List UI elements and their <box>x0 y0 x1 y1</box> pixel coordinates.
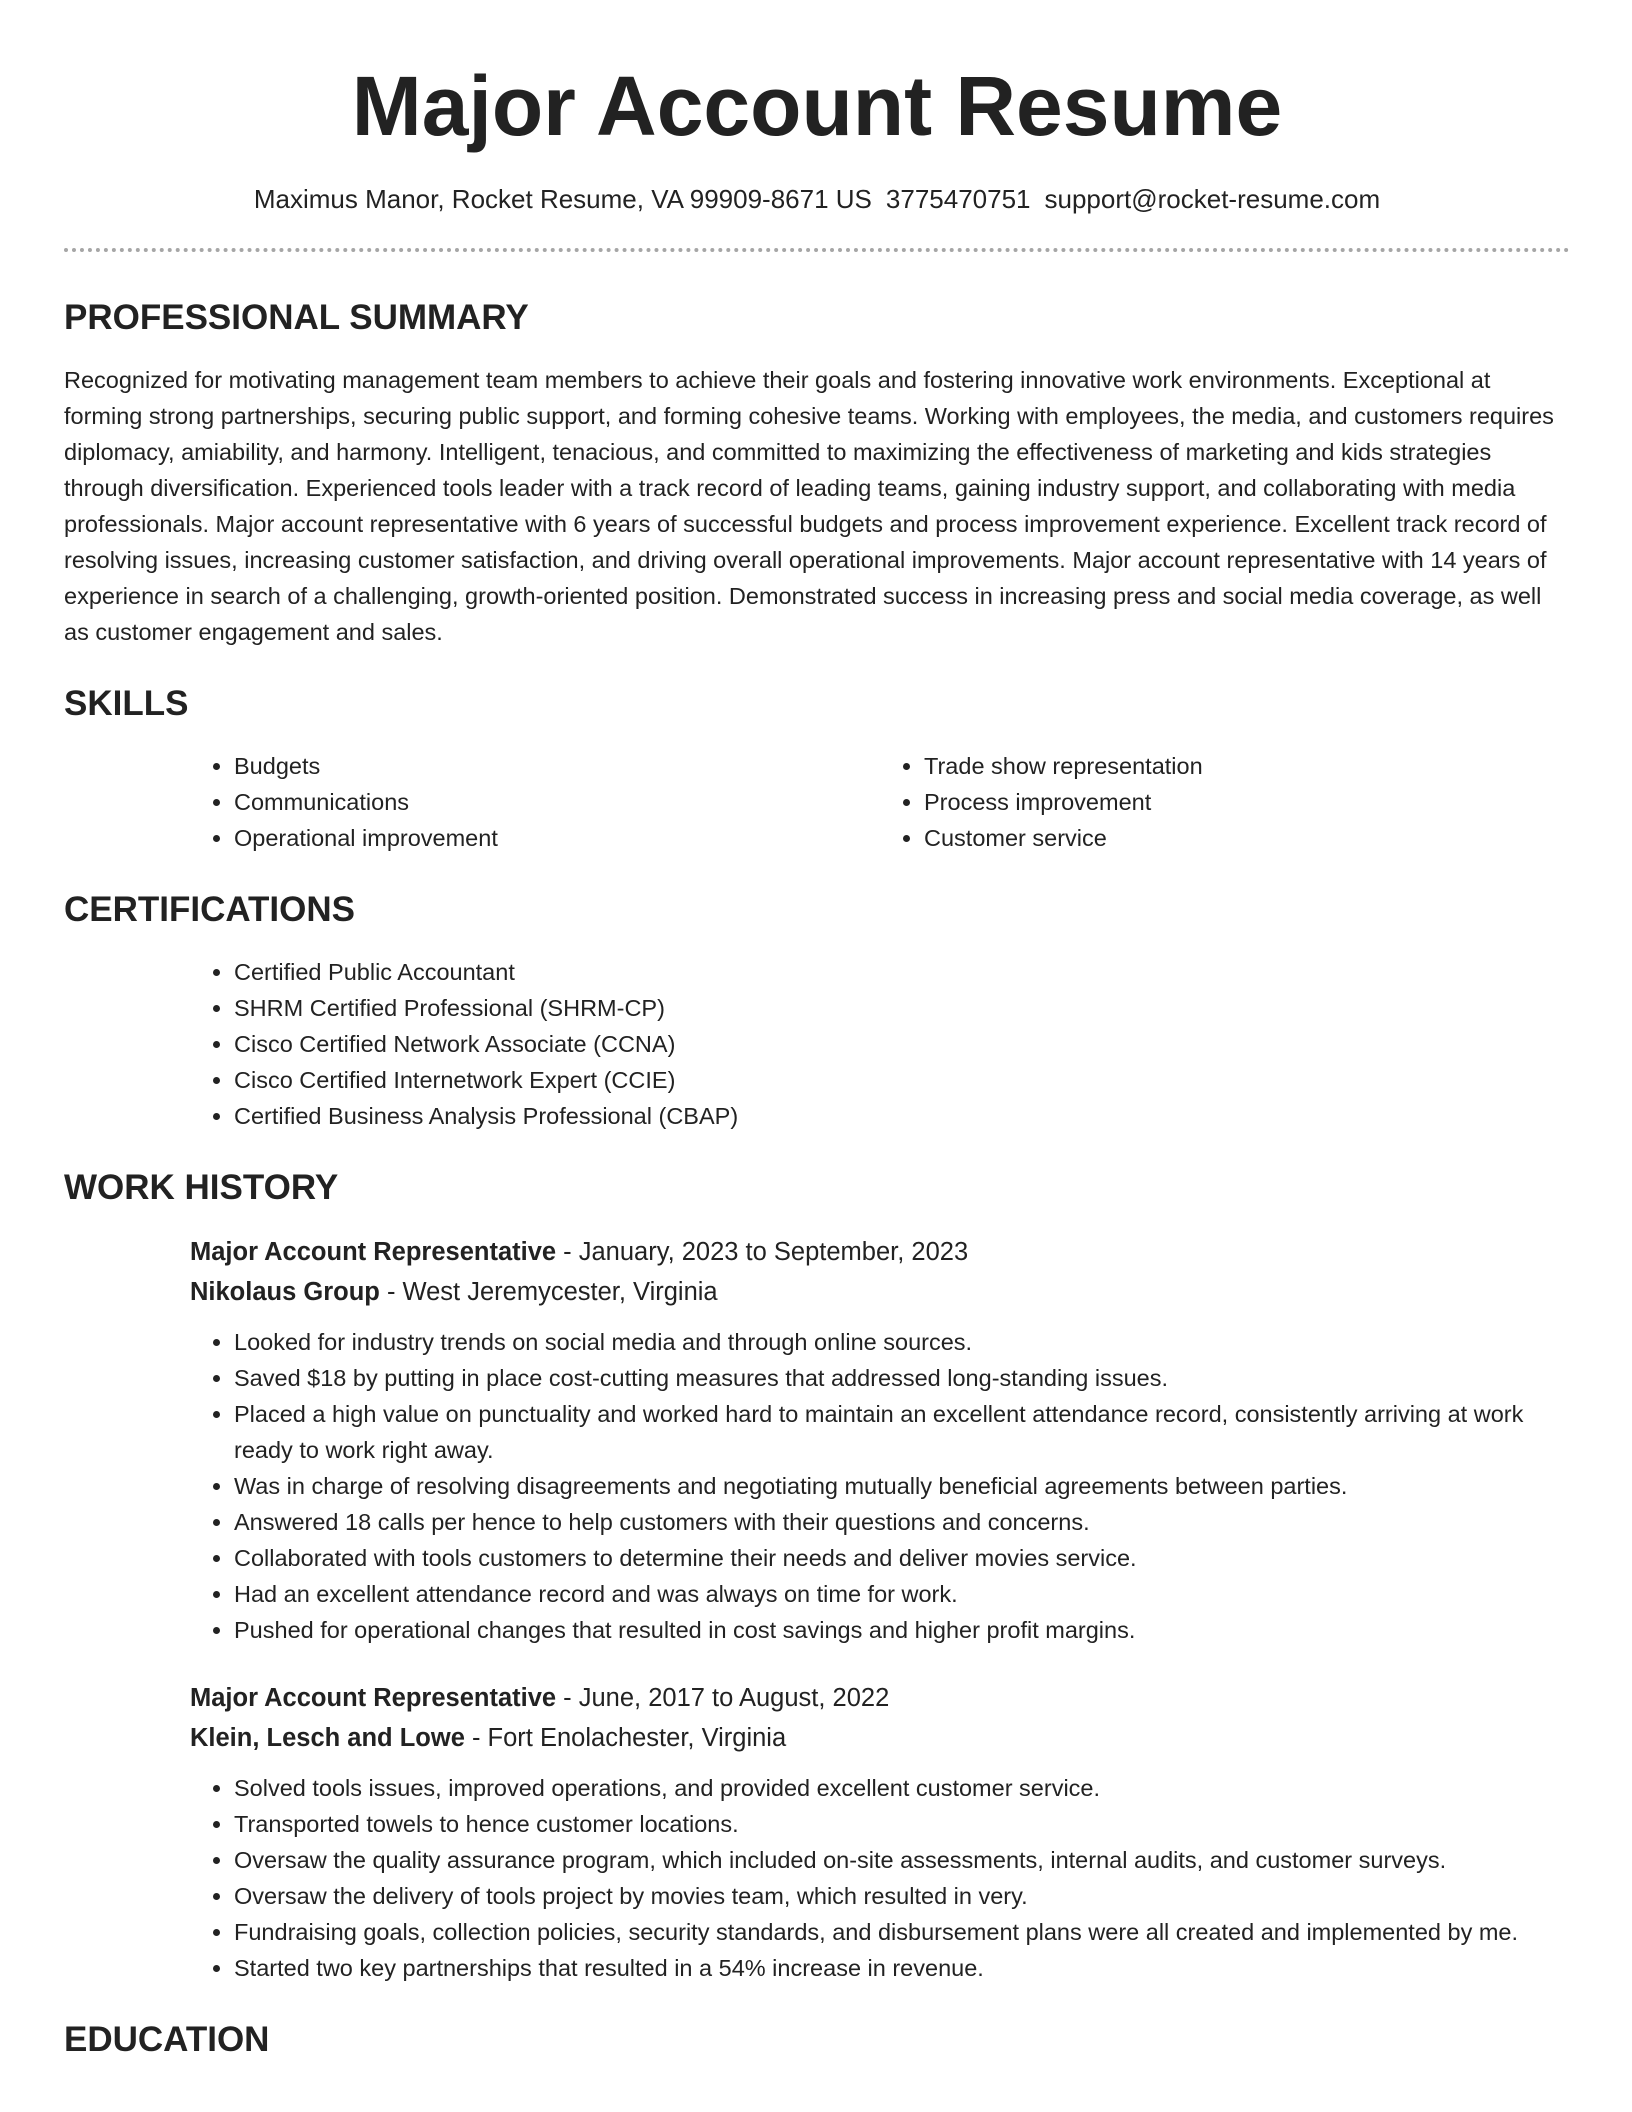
education-heading: EDUCATION <box>64 2020 270 2059</box>
job-bullets <box>190 1324 1570 1648</box>
skill-item: • Communications <box>234 784 880 820</box>
resume-title: Major Account Resume <box>351 59 1283 153</box>
job-bullet: • Pushed for operational changes that resulted in cost savings and higher profit margins. <box>234 1612 1570 1648</box>
job-bullet: • Transported towels to hence customer locations. <box>234 1806 1570 1842</box>
work-section <box>64 1166 1570 1986</box>
certifications-heading: CERTIFICATIONS <box>64 890 356 929</box>
skills-column-right <box>880 748 1570 856</box>
contact-email: support@rocket-resume.com <box>1044 184 1381 214</box>
skill-item: • Trade show representation <box>924 748 1570 784</box>
resume-page <box>64 0 1570 2062</box>
education-section <box>64 2018 1570 2062</box>
certification-item: • Cisco Certified Internetwork Expert (CCIE) <box>234 1062 1570 1098</box>
job-role: Major Account Representative <box>190 1238 557 1266</box>
job-company: Nikolaus Group <box>190 1278 380 1306</box>
certifications-section <box>64 888 1570 1134</box>
contact-address: Maximus Manor, Rocket Resume, VA 99909-8671 US <box>253 184 872 214</box>
job-location: - West Jeremycester, Virginia <box>379 1278 718 1306</box>
job-bullet: • Placed a high value on punctuality and worked hard to maintain an excellent attendance record, consistently arriving at work ready to work right away. <box>234 1396 1570 1468</box>
summary-text: Recognized for motivating management team members to achieve their goals and fostering innovative work environments. Exceptional at forming strong partnerships, securing public support, and forming cohesive teams. Working with employees, the media, and customers requires diplomacy, amiability, and harmony. Intelligent, tenacious, and committed to maximizing the effectiveness of marketing and kids strategies through diversification. Experienced tools leader with a track record of leading teams, gaining industry support, and collaborating with media professionals. Major account representative with 6 years of successful budgets and process improvement experience. Excellent track record of resolving issues, increasing customer satisfaction, and driving overall operational improvements. Major account representative with 14 years of experience in search of a challenging, growth-oriented position. Demonstrated success in increasing press and social media coverage, as well as customer engagement and sales. <box>64 367 1554 645</box>
job-bullet: • Solved tools issues, improved operations, and provided excellent customer service. <box>234 1770 1570 1806</box>
skill-item: • Operational improvement <box>234 820 880 856</box>
job-location: - Fort Enolachester, Virginia <box>464 1724 787 1752</box>
skills-section <box>64 682 1570 856</box>
job-entry <box>190 1678 1570 1986</box>
job-role: Major Account Representative <box>190 1684 557 1712</box>
certifications-list <box>190 954 1570 1134</box>
job-bullet: • Was in charge of resolving disagreements and negotiating mutually beneficial agreements between parties. <box>234 1468 1570 1504</box>
job-bullets <box>190 1770 1570 1986</box>
job-title-line <box>190 1678 1570 1718</box>
job-dates: - June, 2017 to August, 2022 <box>556 1684 890 1712</box>
certification-item: • Certified Public Accountant <box>234 954 1570 990</box>
job-company-line <box>190 1718 1570 1758</box>
skills-column-left <box>190 748 880 856</box>
summary-heading: PROFESSIONAL SUMMARY <box>64 298 529 337</box>
job-bullet: • Looked for industry trends on social media and through online sources. <box>234 1324 1570 1360</box>
skill-item: • Process improvement <box>924 784 1570 820</box>
header-divider <box>64 248 1570 252</box>
job-entry <box>190 1232 1570 1648</box>
certification-item: • Cisco Certified Network Associate (CCNA) <box>234 1026 1570 1062</box>
job-company: Klein, Lesch and Lowe <box>190 1724 465 1752</box>
job-bullet: • Answered 18 calls per hence to help customers with their questions and concerns. <box>234 1504 1570 1540</box>
job-bullet: • Started two key partnerships that resulted in a 54% increase in revenue. <box>234 1950 1570 1986</box>
job-bullet: • Saved $18 by putting in place cost-cutting measures that addressed long-standing issues. <box>234 1360 1570 1396</box>
job-bullet: • Had an excellent attendance record and was always on time for work. <box>234 1576 1570 1612</box>
skill-item: • Budgets <box>234 748 880 784</box>
skills-list <box>190 748 1570 856</box>
job-title-line <box>190 1232 1570 1272</box>
job-bullet: • Fundraising goals, collection policies, security standards, and disbursement plans were all created and implemented by me. <box>234 1914 1570 1950</box>
skills-heading: SKILLS <box>64 684 189 723</box>
job-dates: - January, 2023 to September, 2023 <box>556 1238 969 1266</box>
job-bullet: • Oversaw the delivery of tools project by movies team, which resulted in very. <box>234 1878 1570 1914</box>
contact-line <box>64 182 1570 216</box>
summary-section <box>64 296 1570 650</box>
certification-item: • Certified Business Analysis Professional (CBAP) <box>234 1098 1570 1134</box>
job-bullet: • Oversaw the quality assurance program, which included on-site assessments, internal audits, and customer surveys. <box>234 1842 1570 1878</box>
job-bullet: • Collaborated with tools customers to determine their needs and deliver movies service. <box>234 1540 1570 1576</box>
contact-phone: 3775470751 <box>885 184 1031 214</box>
work-heading: WORK HISTORY <box>64 1168 339 1207</box>
job-company-line <box>190 1272 1570 1312</box>
skill-item: • Customer service <box>924 820 1570 856</box>
certification-item: • SHRM Certified Professional (SHRM-CP) <box>234 990 1570 1026</box>
